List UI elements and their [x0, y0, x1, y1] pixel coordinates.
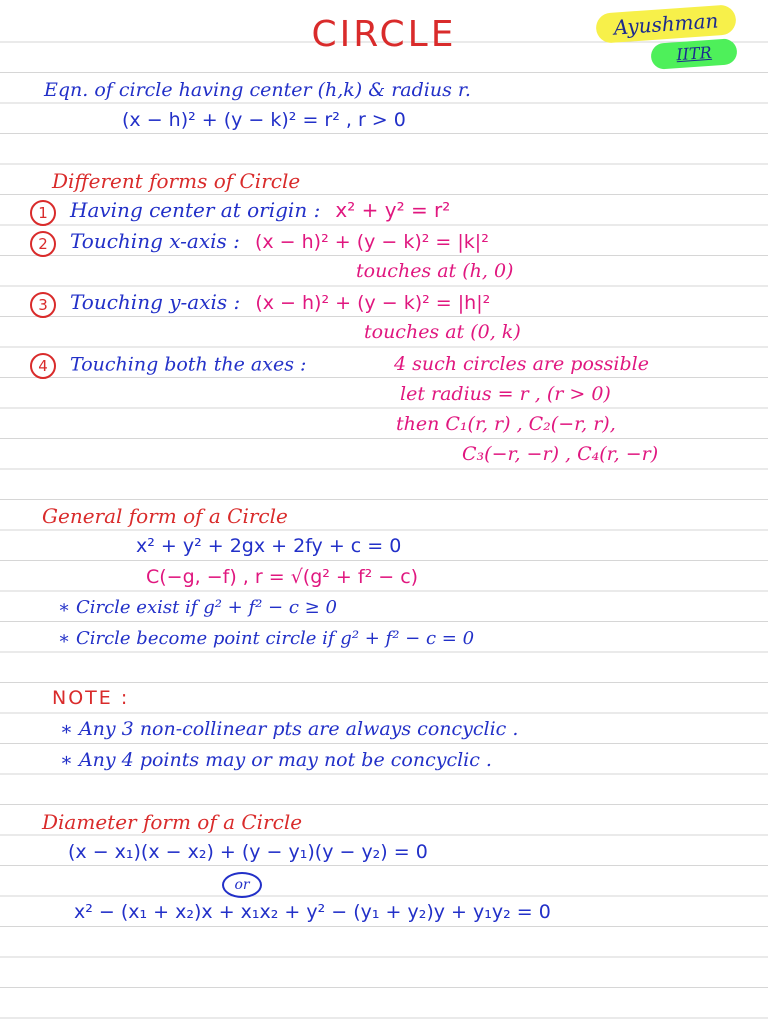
- form-4-line-1: 4 such circles are possible: [394, 353, 649, 375]
- general-heading: General form of a Circle: [42, 504, 288, 528]
- number-badge-1: 1: [30, 200, 56, 226]
- author-institute: IITR: [650, 38, 738, 70]
- form-item-2: [30, 230, 489, 257]
- form-item-1: [30, 199, 450, 226]
- diameter-heading: Diameter form of a Circle: [42, 810, 303, 834]
- note-heading: NOTE :: [52, 687, 130, 709]
- general-center-radius: C(−g, −f) , r = √(g² + f² − c): [146, 566, 419, 588]
- diameter-expanded-equation: x² − (x₁ + x₂)x + x₁x₂ + y² − (y₁ + y₂)y + y₁y₂ = 0: [74, 901, 551, 923]
- form-note-3: touches at (0, k): [364, 321, 521, 343]
- note-item-1: ∗ Any 3 non-collinear pts are always concyclic .: [60, 718, 519, 740]
- form-label-4: Touching both the axes :: [70, 353, 307, 376]
- forms-heading: Different forms of Circle: [52, 169, 301, 193]
- form-item-3: [30, 291, 490, 318]
- form-item-4: [30, 353, 306, 379]
- intro-definition: Eqn. of circle having center (h,k) & radius r.: [44, 79, 471, 101]
- number-badge-4: 4: [30, 353, 56, 379]
- form-equation-3: (x − h)² + (y − k)² = |h|²: [255, 292, 491, 314]
- author-badge: [596, 9, 741, 67]
- or-label: or: [222, 872, 262, 898]
- number-badge-2: 2: [30, 231, 56, 257]
- form-4-line-2: let radius = r , (r > 0): [400, 383, 611, 405]
- form-label-3: Touching y-axis :: [70, 290, 241, 314]
- form-label-2: Touching x-axis :: [70, 229, 240, 253]
- author-name: Ayushman: [595, 4, 737, 44]
- form-equation-2: (x − h)² + (y − k)² = |k|²: [254, 231, 489, 253]
- general-equation: x² + y² + 2gx + 2fy + c = 0: [136, 535, 402, 557]
- note-item-2: ∗ Any 4 points may or may not be concyclic .: [60, 749, 492, 771]
- form-equation-1: x² + y² = r²: [335, 198, 451, 222]
- intro-equation: (x − h)² + (y − k)² = r² , r > 0: [122, 109, 406, 131]
- diameter-equation: (x − x₁)(x − x₂) + (y − y₁)(y − y₂) = 0: [68, 841, 428, 863]
- form-4-line-4: C₃(−r, −r) , C₄(r, −r): [462, 443, 659, 465]
- form-4-line-3: then C₁(r, r) , C₂(−r, r),: [396, 413, 616, 435]
- general-note-1: ∗ Circle exist if g² + f² − c ≥ 0: [58, 597, 337, 618]
- form-label-1: Having center at origin :: [70, 198, 321, 222]
- general-note-2: ∗ Circle become point circle if g² + f² − c = 0: [58, 628, 475, 649]
- form-note-2: touches at (h, 0): [356, 260, 514, 282]
- page-title: CIRCLE: [311, 14, 457, 55]
- number-badge-3: 3: [30, 292, 56, 318]
